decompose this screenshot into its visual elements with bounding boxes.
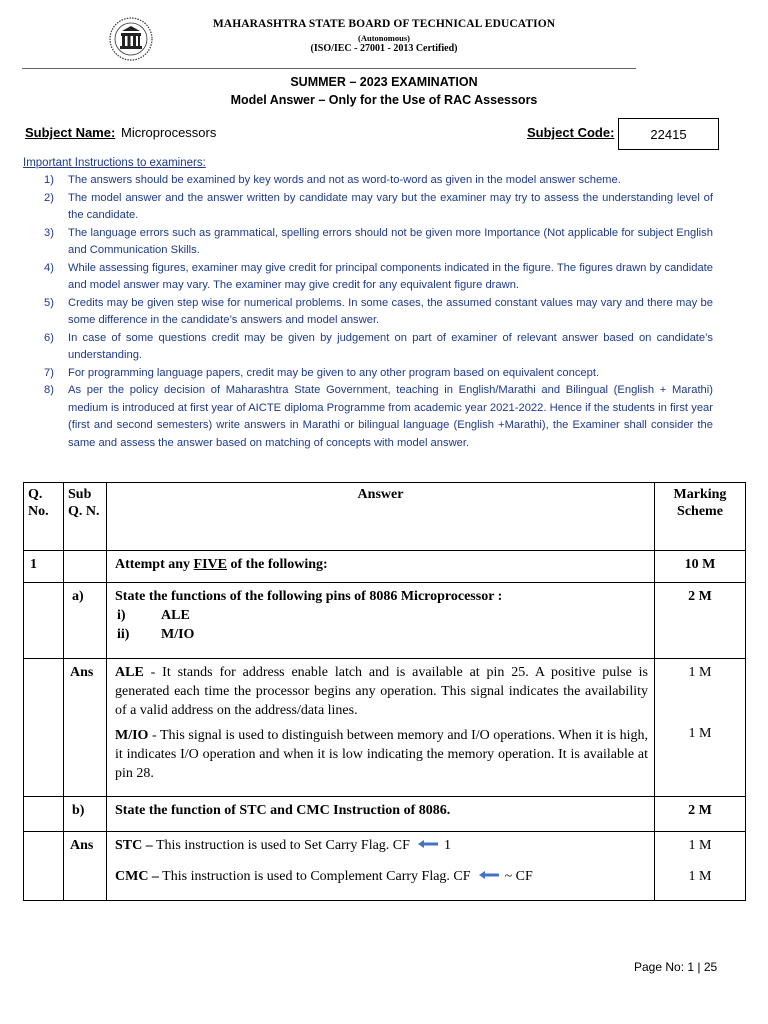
ale-answer: ALE - It stands for address enable latch and is available at pin 25. A positive pulse is generated each time the processor begins any operation. This signal indicates the availability of a valid address on the address/data lines. <box>115 665 648 718</box>
left-arrow-icon <box>479 871 499 879</box>
instruction-item: 6) In case of some questions credit may be given by judgement on part of examiner of relevant answer based on candidate’s understanding. <box>44 331 713 361</box>
question-number <box>24 832 64 901</box>
marks-breakdown <box>655 659 746 797</box>
pin-item: ii) M/IO <box>117 627 195 642</box>
instruction-item: 4) While assessing figures, examiner may give credit for principal components indicated in the figure. The figures drawn by candidate and model answer may vary. The examiner may give credit for any equivalent figure drawn. <box>44 261 713 291</box>
instructions-list <box>23 172 713 452</box>
answer-label: Ans <box>64 832 107 901</box>
instruction-item: 2) The model answer and the answer written by candidate may vary but the examiner may try to assess the understanding level of the candidate. <box>44 191 713 221</box>
sub-question-label: b) <box>64 797 107 832</box>
marks-value: 1 M <box>688 726 712 741</box>
table-header-row <box>24 483 746 551</box>
sub-question-cell <box>64 551 107 583</box>
mio-answer: M/IO - This signal is used to distinguish between memory and I/O operations. When it is high, it indicates I/O operation and when it is low indicating the memory operation. It is available at pin 28. <box>115 728 648 781</box>
page-number: Page No: 1 | 25 <box>634 960 718 974</box>
instruction-item: 5) Credits may be given step wise for numerical problems. In some cases, the assumed constant values may vary and there may be some difference in the candidate’s answers and model answer. <box>44 296 713 326</box>
marks-value: 1 M <box>688 869 712 884</box>
marks-value: 2 M <box>655 583 746 659</box>
instruction-item: 7) For programming language papers, credit may be given to any other program based on equivalent concept. <box>44 366 600 379</box>
table-row <box>24 797 746 832</box>
exam-title: SUMMER – 2023 EXAMINATION <box>290 75 478 89</box>
left-arrow-icon <box>418 840 438 848</box>
table-row <box>24 832 746 901</box>
answer-header: Answer <box>107 483 655 551</box>
subject-code-value: 22415 <box>618 118 719 150</box>
subject-code-label: Subject Code: <box>527 125 615 140</box>
cmc-answer: CMC – This instruction is used to Complement Carry Flag. CF ~ CF <box>115 869 533 884</box>
sub-q-header: Sub Q. N. <box>64 483 107 551</box>
table-row <box>24 551 746 583</box>
instructions-heading: Important Instructions to examiners: <box>23 157 206 169</box>
autonomous-label: (Autonomous) <box>358 33 410 43</box>
instruction-item: 8) As per the policy decision of Maharashtra State Government, teaching in English/Marathi and Bilingual (English + Marathi) medium is introduced at first year of AICTE diploma Programme from academic year 2021-2022. Hence if the students in first year (first and second semesters) write answers in Marathi or bilingual language (English +Marathi), the Examiner shall consider the same and assess the answer based on matching of concepts with model answer. <box>44 384 713 449</box>
subject-name-value: Microprocessors <box>121 125 217 140</box>
instruction-item: 1) The answers should be examined by key words and not as word-to-word as given in the model answer scheme. <box>44 174 621 186</box>
answer-label: Ans <box>64 659 107 797</box>
header-divider <box>22 68 636 69</box>
marking-scheme-header: Marking Scheme <box>655 483 746 551</box>
question-number <box>24 797 64 832</box>
question-text <box>107 583 655 659</box>
question-number: 1 <box>24 551 64 583</box>
table-row <box>24 659 746 797</box>
pin-item: i) ALE <box>117 608 190 623</box>
marks-value: 1 M <box>688 838 712 853</box>
marks-value: 10 M <box>655 551 746 583</box>
marks-value: 1 M <box>688 665 712 680</box>
answer-table <box>23 482 746 901</box>
question-text: Attempt any FIVE of the following: <box>107 551 655 583</box>
answer-text <box>107 832 655 901</box>
question-text: State the function of STC and CMC Instruction of 8086. <box>107 797 655 832</box>
marks-value: 2 M <box>655 797 746 832</box>
instruction-item: 3) The language errors such as grammatical, spelling errors should not be given more Importance (Not applicable for subject English and Communication Skills. <box>44 226 713 256</box>
q-no-header: Q. No. <box>24 483 64 551</box>
marks-breakdown <box>655 832 746 901</box>
question-number <box>24 583 64 659</box>
msbte-logo-icon <box>108 16 154 62</box>
answer-text <box>107 659 655 797</box>
stc-answer: STC – This instruction is used to Set Carry Flag. CF 1 <box>115 838 451 853</box>
question-a-text: State the functions of the following pins of 8086 Microprocessor : <box>115 589 503 604</box>
table-row <box>24 583 746 659</box>
iso-certification: (ISO/IEC - 27001 - 2013 Certified) <box>310 43 458 54</box>
board-name: MAHARASHTRA STATE BOARD OF TECHNICAL EDUCATION <box>212 18 556 30</box>
subject-name-label: Subject Name: <box>25 125 116 140</box>
model-answer-title: Model Answer – Only for the Use of RAC Assessors <box>230 93 538 107</box>
sub-question-label: a) <box>64 583 107 659</box>
question-number <box>24 659 64 797</box>
